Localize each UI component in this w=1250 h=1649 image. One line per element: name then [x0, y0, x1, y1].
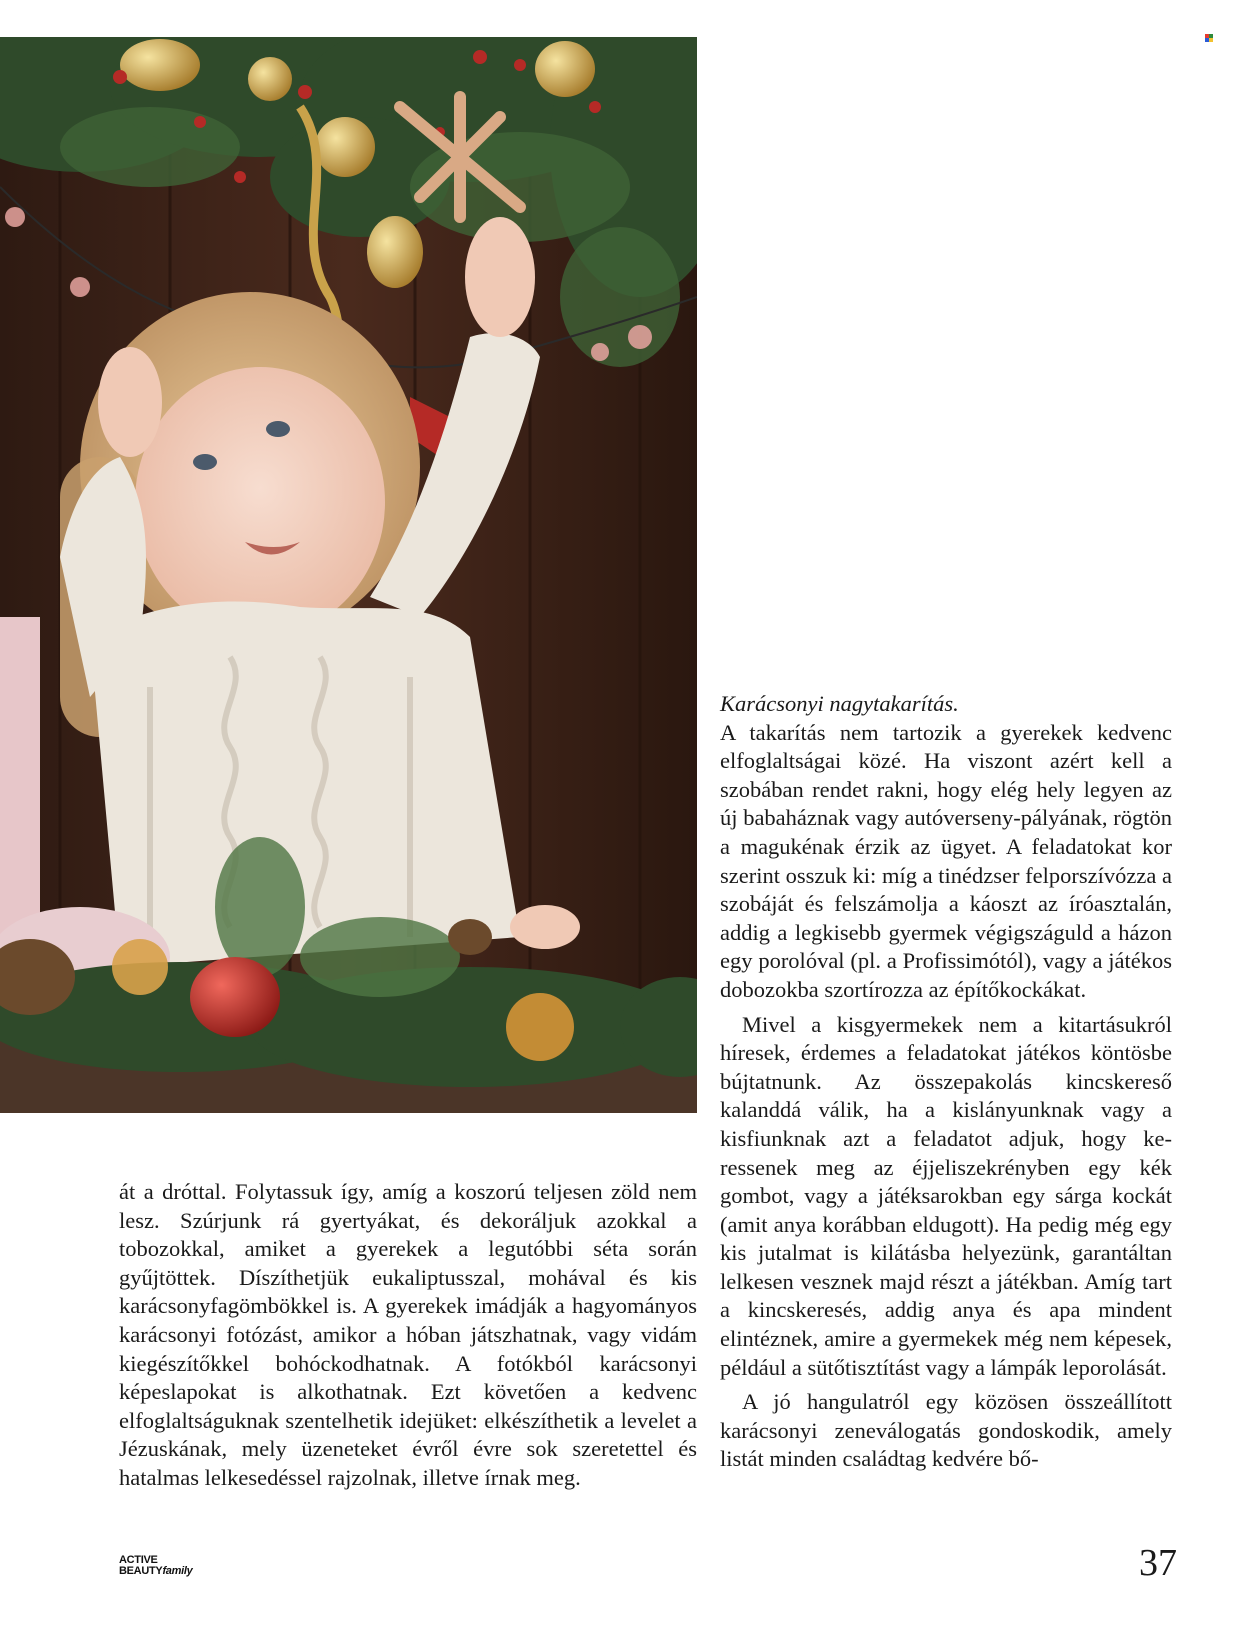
magazine-logo [119, 1555, 192, 1577]
page-number: 37 [1139, 1542, 1177, 1584]
left-paragraph: át a dróttal. Folytassuk így, amíg a koszorú teljesen zöld nem lesz. Szúrjunk rá gyertyákat, és dekoráljuk azokkal a tobozokkal, amiket a gyerekek a legutóbbi séta során gyűjtöttek. Díszíthetjük eukaliptusszal, mohával és kis karácsonyfagömbökkel is. A gyerekek imádják a hagyományos karácsonyi fotózást, amikor a hóban játszhatnak, vagy vidám kiegészítőkkel bohóckodhatnak. A fotókból karácsonyi képeslapokat is alkothatnak. Ezt követően a kedvenc elfoglaltságuknak szentelhetik idejüket: elkészíthetik a levelet a Jézuskának, mely üzeneteket évről évre sok szeretettel és hatalmas lelkesedéssel rajzolnak, illetve írnak meg. [119, 1179, 697, 1490]
right-text-column [720, 690, 1172, 1474]
logo-beauty-text: BEAUTY [119, 1565, 163, 1577]
christmas-photo [0, 37, 697, 1113]
right-paragraph-3: A jó hangulatról egy közösen összeállított karácsonyi zeneválogatás gondoskodik, amely listát minden családtag kedvére bő- [720, 1389, 1172, 1472]
logo-line-active: ACTIVE [119, 1554, 158, 1566]
left-text-column [119, 1178, 697, 1493]
right-paragraph-1: A takarítás nem tartozik a gyerekek kedvenc elfoglaltságai közé. Ha viszont azért kell a szobában rendet rakni, hogy elég hely legyen az új babaháznak vagy autóverseny-pályának, rögtön a magukénak érzik az ügyet. A feladatokat kor szerint osszuk ki: míg a tinédzser felporszívózza a szobáját és felszámolja a káoszt az íróasztalán, addig a legkisebb gyermek végigszáguld a házon egy porolóval (pl. a Profissimótól), vagy a játékos dobozokba szortírozza az építőkockákat. [720, 719, 1172, 1002]
section-heading: Karácsonyi nagytakarítás. [720, 691, 959, 716]
right-paragraph-2: Mivel a kisgyermekek nem a kitartásukról híresek, érdemes a feladatokat játékos köntösbe bújtatnunk. Az összepakolás kincskereső kalanddá válik, ha a kislányunknak vagy a kisfiunknak azt a feladatot adjuk, hogy keressenek meg az éjjeliszekrényben egy kék gombot, vagy a játéksarokban egy sárga kockát (amit anya korábban eldugott). Ha pedig még egy kis jutalmat is kilátásba helyezünk, garantáltan lelkesen vesznek majd részt a játékban. Amíg tart a kincskeresés, addig anya és apa mindent elintéznek, amire a gyermekek még nem képesek, például a sütőtisztítást vagy a lámpák leporolását. [720, 1011, 1172, 1380]
color-registration-icon [1205, 34, 1213, 42]
photo-illustration [0, 37, 697, 1113]
logo-family-text: family [162, 1565, 193, 1577]
logo-line-beauty [119, 1566, 192, 1577]
